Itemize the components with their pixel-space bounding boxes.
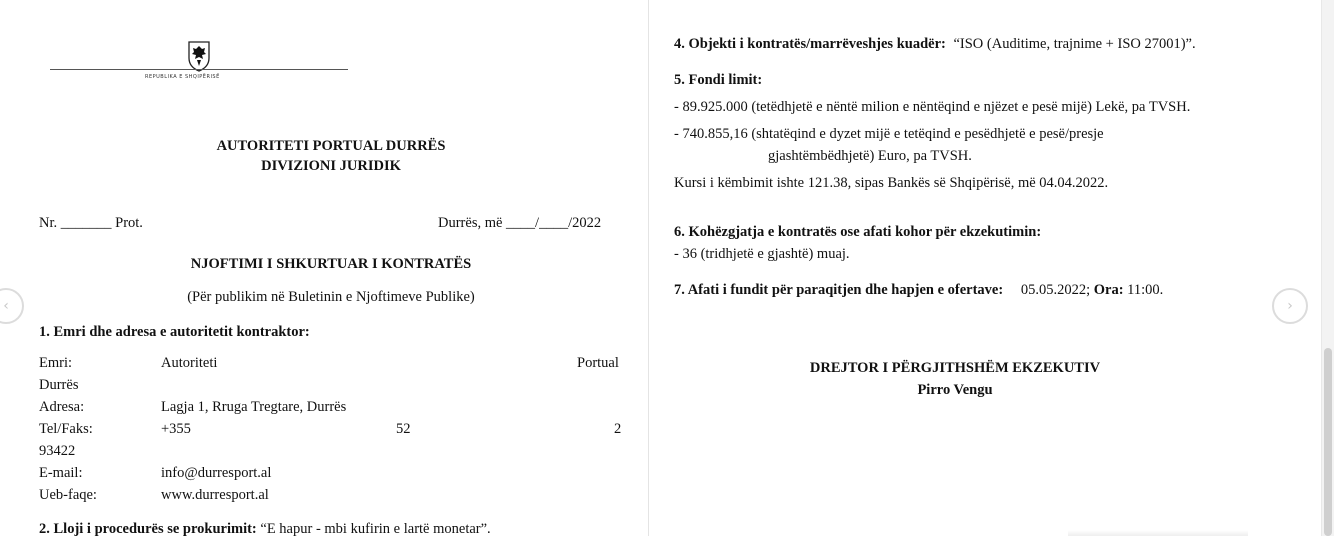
section-2-value: “E hapur - mbi kufirin e lartë monetar”. bbox=[260, 521, 491, 537]
page-edge-shadow bbox=[1068, 530, 1248, 536]
section-5-heading: 5. Fondi limit: bbox=[674, 72, 763, 88]
tel-part2: 52 bbox=[396, 421, 411, 437]
name-value-part3: Durrës bbox=[39, 377, 79, 393]
tel-label: Tel/Faks: bbox=[39, 421, 93, 437]
emblem-rule bbox=[50, 69, 348, 70]
section-2-heading: 2. Lloji i procedurës se prokurimit: bbox=[39, 521, 257, 537]
notice-title: NJOFTIMI I SHKURTUAR I KONTRATËS bbox=[190, 256, 472, 272]
deadline-date: 05.05.2022; bbox=[1020, 282, 1091, 298]
emblem-caption: REPUBLIKA E SHQIPËRISË bbox=[145, 74, 220, 80]
protocol-number: Nr. _______ Prot. bbox=[39, 215, 143, 231]
fund-euro-bullet-line2: gjashtëmbëdhjetë) Euro, pa TVSH. bbox=[768, 148, 972, 164]
address-label: Adresa: bbox=[39, 399, 85, 415]
web-label: Ueb-faqe: bbox=[39, 487, 97, 503]
section-1-heading: 1. Emri dhe adresa e autoritetit kontraktor: bbox=[39, 324, 310, 340]
vertical-scrollbar[interactable] bbox=[1321, 0, 1334, 536]
signature-name: Pirro Vengu bbox=[917, 382, 993, 398]
deadline-time-label: Ora: bbox=[1093, 282, 1124, 298]
fund-lek-bullet: - 89.925.000 (tetëdhjetë e nëntë milion e nëntëqind e njëzet e pesë mijë) Lekë, pa TVSH. bbox=[674, 99, 1191, 115]
email-label: E-mail: bbox=[39, 465, 83, 481]
name-label: Emri: bbox=[39, 355, 73, 371]
division-title: DIVIZIONI JURIDIK bbox=[261, 158, 401, 174]
tel-part4: 93422 bbox=[39, 443, 76, 459]
deadline-time: 11:00. bbox=[1127, 282, 1164, 298]
email-value: info@durresport.al bbox=[161, 465, 272, 481]
section-7-heading: 7. Afati i fundit për paraqitjen dhe hapjen e ofertave: bbox=[674, 282, 1004, 298]
page-divider bbox=[648, 0, 649, 536]
section-4-line bbox=[674, 35, 1196, 53]
address-value: Lagja 1, Rruga Tregtare, Durrës bbox=[161, 399, 347, 415]
section-7-line bbox=[674, 281, 1163, 299]
scrollbar-thumb[interactable] bbox=[1324, 348, 1332, 536]
fund-euro-bullet-line1: - 740.855,16 (shtatëqind e dyzet mijë e tetëqind e pesëdhjetë e pesë/presje bbox=[674, 126, 1104, 142]
tel-part1: +355 bbox=[161, 421, 191, 437]
section-4-heading: 4. Objekti i kontratës/marrëveshjes kuadër: bbox=[674, 36, 946, 52]
name-value-part2: Portual bbox=[577, 355, 619, 371]
name-value-part1: Autoriteti bbox=[161, 355, 218, 371]
left-page bbox=[0, 0, 648, 536]
tel-part3: 2 bbox=[614, 421, 622, 437]
duration-bullet: - 36 (tridhjetë e gjashtë) muaj. bbox=[674, 246, 850, 262]
authority-title: AUTORITETI PORTUAL DURRËS bbox=[216, 138, 446, 154]
section-4-value: “ISO (Auditime, trajnime + ISO 27001)”. bbox=[953, 36, 1196, 52]
prev-page-icon[interactable]: ‹ bbox=[0, 288, 24, 324]
albanian-eagle-emblem-icon bbox=[186, 40, 212, 72]
right-page bbox=[650, 0, 1315, 536]
section-6-heading: 6. Kohëzgjatja e kontratës ose afati kohor për ekzekutimin: bbox=[674, 224, 1042, 240]
signature-title: DREJTOR I PËRGJITHSHËM EKZEKUTIV bbox=[809, 360, 1101, 376]
section-2-line bbox=[39, 520, 491, 538]
next-page-icon[interactable]: › bbox=[1272, 288, 1308, 324]
web-value: www.durresport.al bbox=[161, 487, 269, 503]
place-date: Durrës, më ____/____/2022 bbox=[438, 215, 602, 231]
notice-subtitle: (Për publikim në Buletinin e Njoftimeve Publike) bbox=[187, 289, 475, 305]
exchange-rate-note: Kursi i këmbimit ishte 121.38, sipas Bankës së Shqipërisë, më 04.04.2022. bbox=[674, 175, 1109, 191]
